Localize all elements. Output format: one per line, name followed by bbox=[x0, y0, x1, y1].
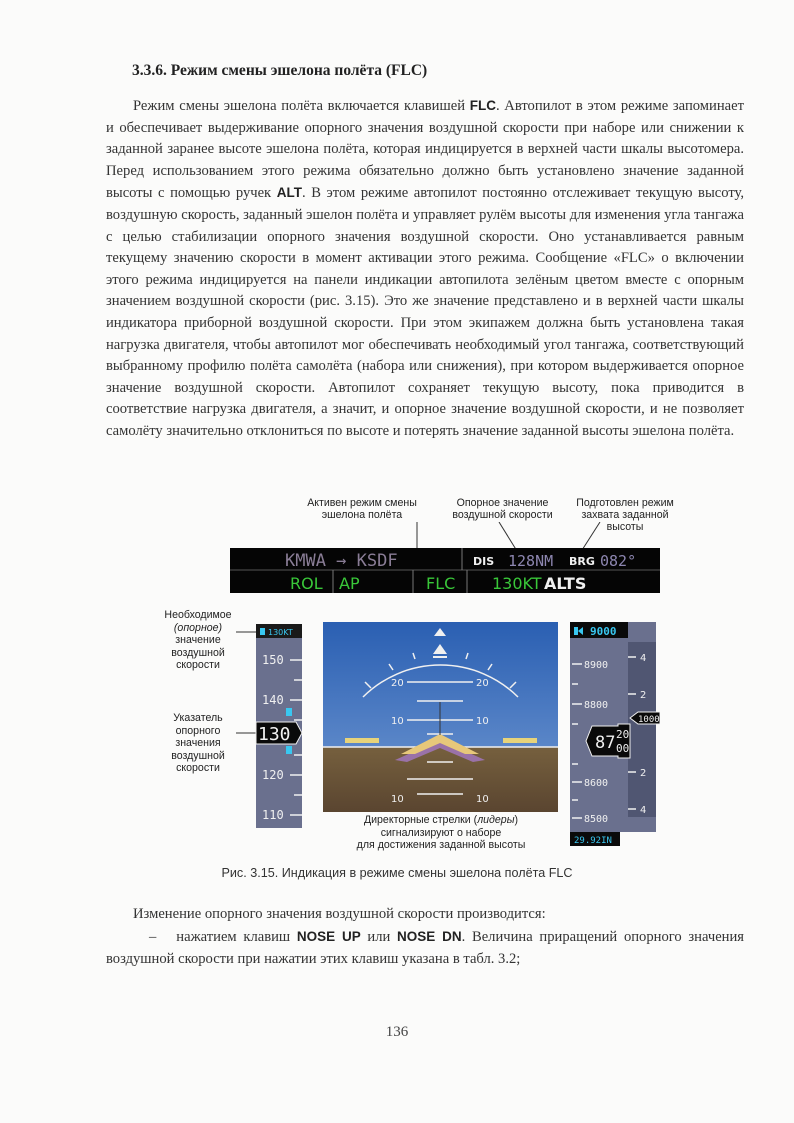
list-item-nose-keys bbox=[106, 926, 744, 970]
ap-flc: FLC bbox=[426, 574, 456, 593]
callout-run: ) сигнализируют о наборе для достижения заданной высоты bbox=[356, 814, 526, 851]
pitch-label-10-left: 10 bbox=[391, 716, 404, 727]
alt-tick-8800: 8800 bbox=[584, 700, 609, 711]
pitch-label-minus10-left: 10 bbox=[391, 794, 404, 805]
airspeed-tick-140: 140 bbox=[262, 693, 284, 707]
airspeed-ref-bug: 130KT bbox=[268, 628, 293, 637]
callout-required-speed bbox=[158, 609, 238, 672]
airspeed-tick-150: 150 bbox=[262, 653, 284, 667]
paragraph-change-ref-speed: Изменение опорного значения воздушной скорости производится: bbox=[133, 906, 546, 922]
callout-line: значение bbox=[175, 634, 221, 646]
alt-tick-8900: 8900 bbox=[584, 660, 609, 671]
altitude-current-top: 20 bbox=[616, 728, 630, 741]
ap-route: KMWA → KSDF bbox=[285, 551, 398, 571]
page-number: 136 bbox=[385, 1024, 409, 1040]
airspeed-tape bbox=[236, 620, 304, 830]
vsi-label-4-up: 4 bbox=[640, 653, 647, 664]
altitude-current-main: 87 bbox=[595, 733, 616, 753]
callout-line: Необходимое bbox=[164, 609, 232, 621]
callout-flc-active: Активен режим смены эшелона полёта bbox=[307, 497, 417, 521]
aircraft-wing-left bbox=[345, 738, 379, 743]
pitch-label-minus10-right: 10 bbox=[476, 794, 489, 805]
pitch-label-20-left: 20 bbox=[391, 678, 404, 689]
ap-brg-value: 082° bbox=[600, 552, 637, 570]
altitude-tape bbox=[570, 622, 660, 852]
callout-ref-pointer: Указатель опорного значения воздушной скорости bbox=[171, 712, 225, 774]
text-run: . В этом режиме автопилот постоянно отслеживает текущую высоту, воздушную скорость, заданный эшелон полёта и управляет рулём высоты для изменения угла тангажа с целью стабилизации опорного значения воздушной скорости. Оно устанавливается равным текущему значению скорости в момент активации этого режима. Сообщение «FLC» о включении этого режима индицируется на панели индикации автопилота зелёным цветом вместе с опорным значением воздушной скорости (рис. 3.15). Это же значение представлено и в верхней части шкалы индикатора приборной воздушной скорости. При этом экипажем должна быть установлена такая нагрузка двигателя, чтобы автопилот мог обеспечивать необходимый угол тангажа, соответствующий выбранному профилю полёта самолёта (набора или снижения), при котором выдерживается опорное значение воздушной скорости. Автопилот сохраняет текущую высоту, пока приводится в соответствие нагрузка двигателя, а значит, и опорное значение воздушной скорости, и не позволяет самолёту значительно отклониться по высоте и потерять значение заданной высоты эшелона полёта. bbox=[106, 185, 744, 439]
autopilot-panel bbox=[230, 522, 660, 597]
airspeed-current: 130 bbox=[258, 724, 291, 745]
text-run: . Автопилот в этом режиме запоминает и обеспечивает выдерживание опорного значения воздушной скорости при наборе или снижении к заданной заранее высоте эшелона полёта, которая индицируется в верхней части шкалы высотомера. Перед использованием этого режима обязательно должно быть установлено значение заданной высоты с помощью ручек bbox=[106, 98, 744, 202]
airspeed-tick-110: 110 bbox=[262, 808, 284, 822]
text-run: или bbox=[360, 929, 398, 945]
text-run: Режим смены эшелона полёта включается клавишей bbox=[133, 98, 470, 114]
text-run: нажатием клавиш bbox=[176, 929, 297, 945]
ap-ap: AP bbox=[339, 574, 360, 593]
callout-run: лидеры bbox=[477, 814, 515, 826]
ap-dis-value: 128NM bbox=[508, 552, 554, 570]
aircraft-wing-right bbox=[503, 738, 537, 743]
vsi-label-4-down: 4 bbox=[640, 805, 647, 816]
keyword: ALT bbox=[276, 185, 302, 201]
altitude-current-bottom: 00 bbox=[616, 742, 630, 755]
alt-tick-8500: 8500 bbox=[584, 814, 609, 825]
callout-line: воздушной bbox=[171, 646, 225, 659]
keyword: NOSE UP bbox=[296, 929, 361, 944]
speed-bug-icon bbox=[260, 628, 265, 635]
keyword: NOSE DN bbox=[397, 929, 462, 944]
figure-caption: Рис. 3.15. Индикация в режиме смены эшелона полёта FLC bbox=[221, 866, 573, 880]
paragraph-flc-description bbox=[106, 95, 744, 443]
vsi-label-2-up: 2 bbox=[640, 690, 647, 701]
ap-speed: 130KT bbox=[492, 574, 542, 593]
pitch-label-20-right: 20 bbox=[476, 678, 489, 689]
section-heading: 3.3.6. Режим смены эшелона полёта (FLC) bbox=[132, 62, 428, 79]
callout-flight-director bbox=[326, 814, 556, 852]
callout-run: Директорные стрелки ( bbox=[363, 814, 478, 826]
callout-ref-speed: Опорное значение воздушной скорости bbox=[452, 497, 553, 521]
pitch-label-10-right: 10 bbox=[476, 716, 489, 727]
ap-brg-label: BRG bbox=[569, 555, 595, 568]
callout-alts-armed: Подготовлен режим захвата заданной высоты bbox=[576, 497, 674, 533]
ap-rol: ROL bbox=[290, 574, 323, 593]
attitude-indicator bbox=[323, 622, 558, 812]
alt-tick-8600: 8600 bbox=[584, 778, 609, 789]
selected-altitude: 9000 bbox=[590, 625, 617, 638]
airspeed-tick-120: 120 bbox=[262, 768, 284, 782]
baro-setting: 29.92IN bbox=[574, 836, 612, 846]
list-dash: – bbox=[149, 929, 157, 945]
callout-line: (опорное) bbox=[173, 621, 223, 634]
text-run: . Величина приращений опорного значения воздушной скорости при нажатии этих клавиш указана в табл. 3.2; bbox=[106, 929, 745, 967]
vsi-value: 1000 bbox=[638, 715, 660, 725]
ap-dis-label: DIS bbox=[473, 555, 495, 568]
keyword: FLC bbox=[469, 98, 496, 113]
vsi-label-2-down: 2 bbox=[640, 768, 647, 779]
callout-line: скорости bbox=[176, 659, 220, 671]
ap-alts: ALTS bbox=[544, 574, 587, 593]
